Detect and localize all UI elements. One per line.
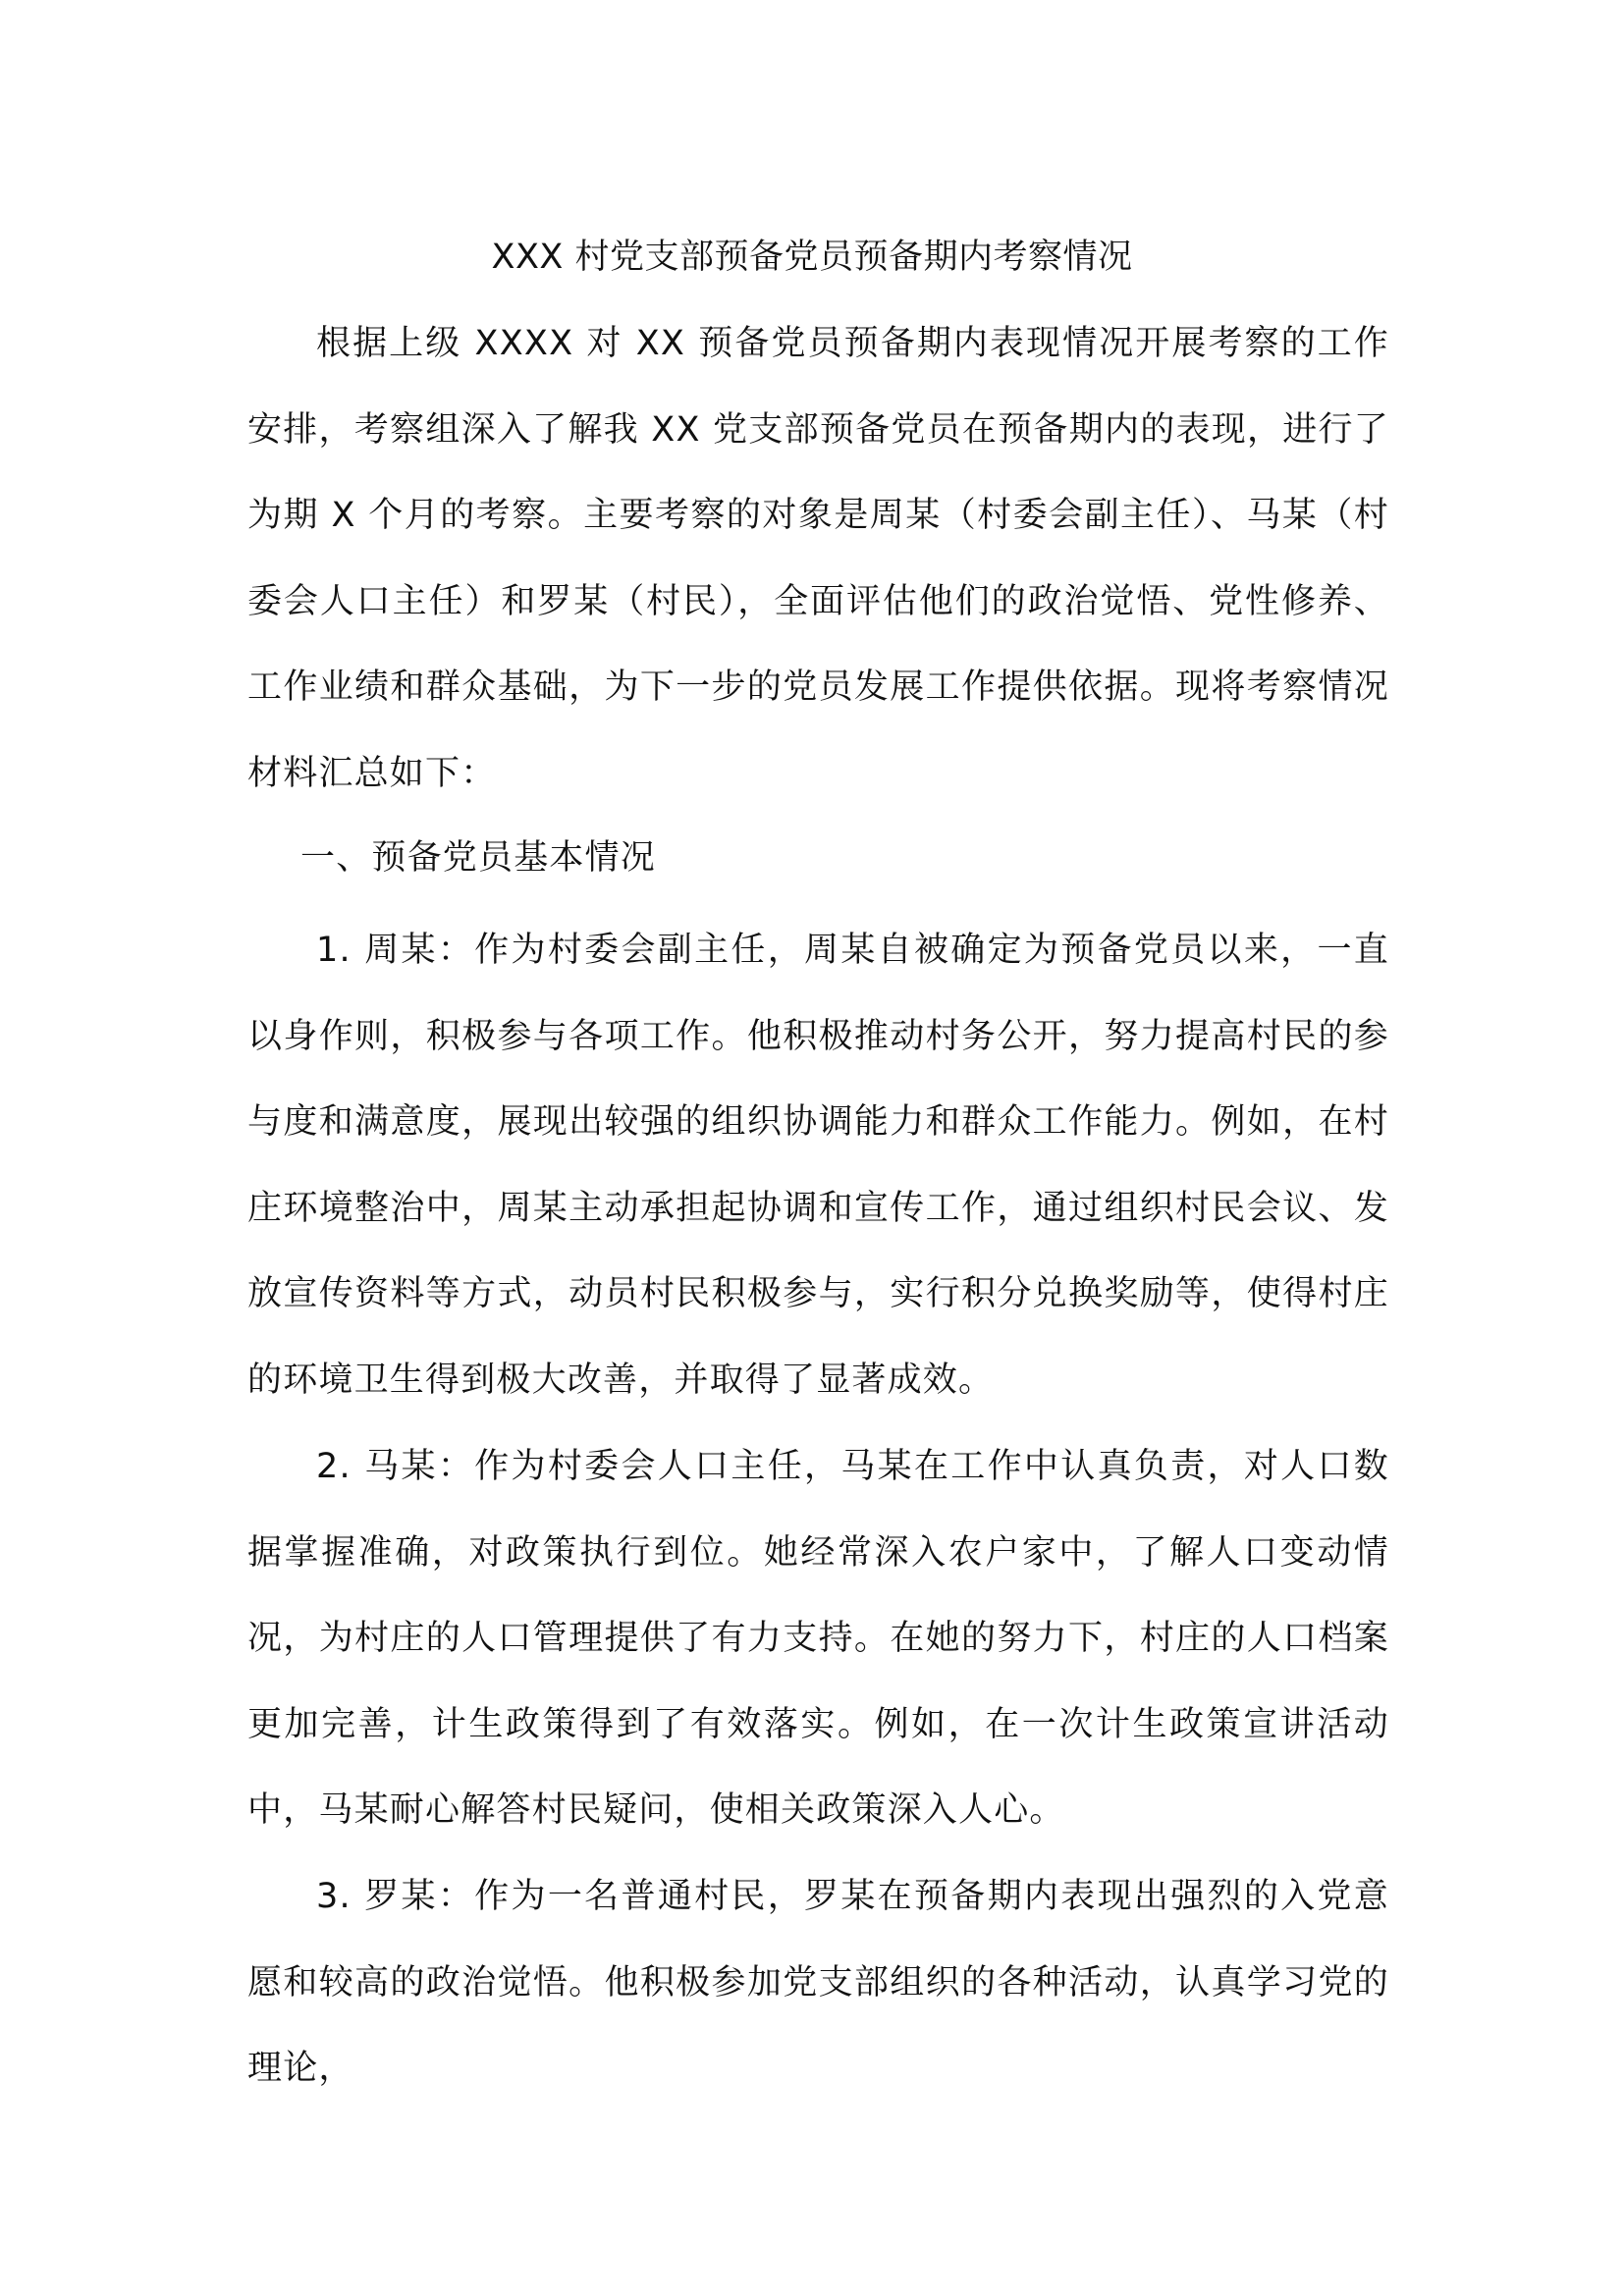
section-heading: 一、预备党员基本情况 bbox=[300, 838, 657, 878]
document-title: XXX 村党支部预备党员预备期内考察情况 bbox=[491, 238, 1133, 277]
list-item: 2. 马某：作为村委会人口主任，马某在工作中认真负责，对人口数据掌握准确，对政策执行到位。她经常深入农户家中，了解人口变动情况，为村庄的人口管理提供了有力支持。在她的努力下，村庄的人口档案更加完善，计生政策得到了有效落实。例如，在一次计生政策宣讲活动中，马某耐心解答村民疑问，使相关政策深入人心。 bbox=[247, 1447, 1389, 1830]
list-item: 1. 周某：作为村委会副主任，周某自被确定为预备党员以来，一直以身作则，积极参与各项工作。他积极推动村务公开，努力提高村民的参与度和满意度，展现出较强的组织协调能力和群众工作能力。例如，在村庄环境整治中，周某主动承担起协调和宣传工作，通过组织村民会议、发放宣传资料等方式，动员村民积极参与，实行积分兑换奖励等，使得村庄的环境卫生得到极大改善，并取得了显著成效。 bbox=[247, 931, 1389, 1400]
intro-paragraph: 根据上级 XXXX 对 XX 预备党员预备期内表现情况开展考察的工作安排，考察组深入了解我 XX 党支部预备党员在预备期内的表现，进行了为期 X 个月的考察。主要考察的对象是周某（村委会副主任）、马某（村委会人口主任）和罗某（村民），全面评估他们的政治觉悟、党性修养、工作业绩和群众基础，为下一步的党员发展工作提供依据。现将考察情况材料汇总如下： bbox=[247, 324, 1389, 793]
list-item: 3. 罗某：作为一名普通村民，罗某在预备期内表现出强烈的入党意愿和较高的政治觉悟。他积极参加党支部组织的各种活动，认真学习党的理论， bbox=[247, 1877, 1389, 2088]
